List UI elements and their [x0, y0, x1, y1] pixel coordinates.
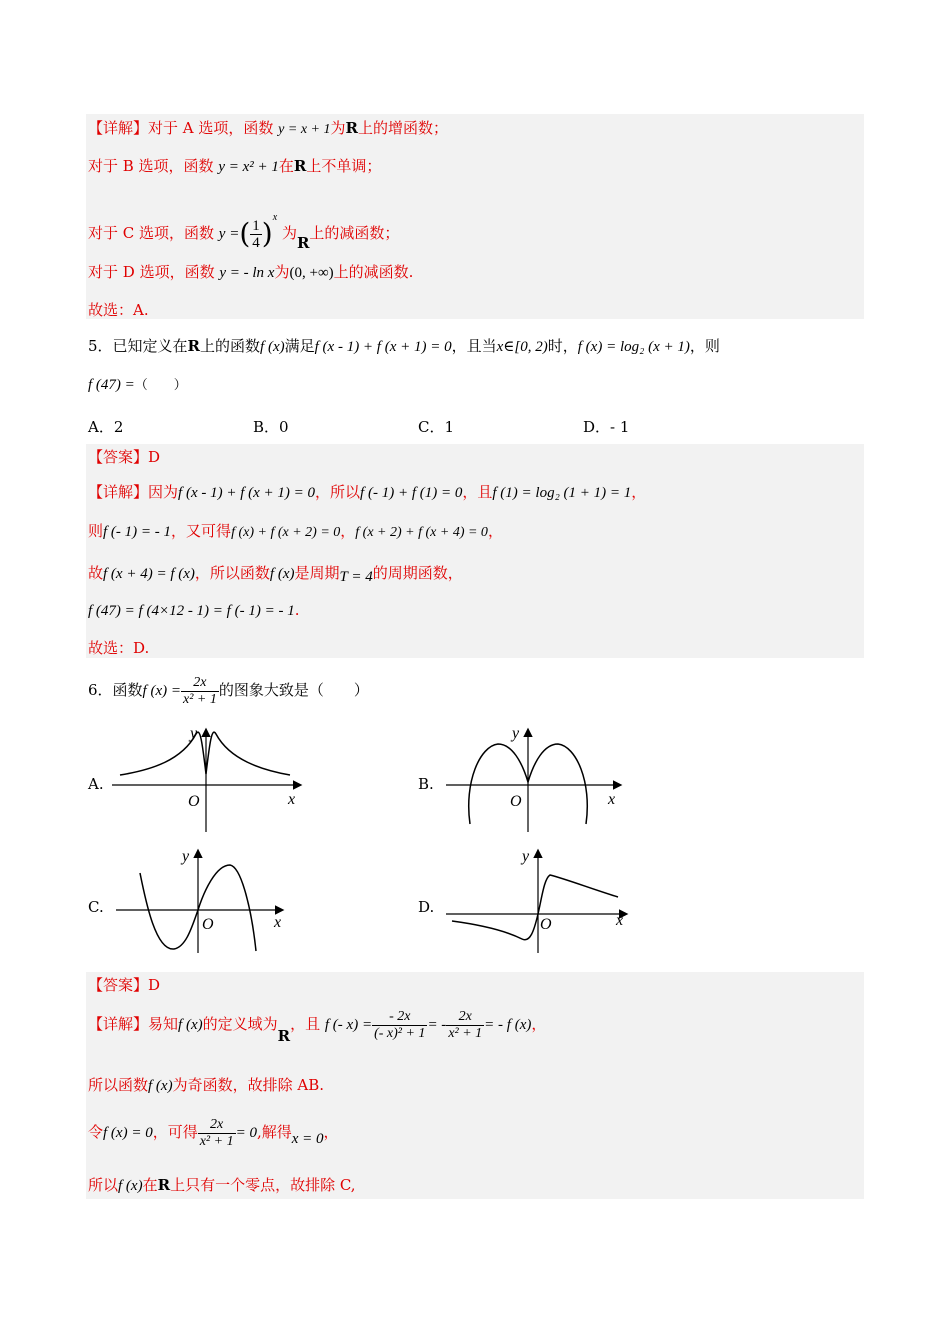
q5-option-a[interactable]: A．2 — [88, 418, 124, 436]
curve — [452, 875, 618, 940]
q5-stem-line-1: 5．已知定义在R上的函数f (x)满足f (x - 1) + f (x + 1) = 0，且当x∈[0, 2)时，f (x) = log₂ (x + 1)，则 — [88, 337, 720, 355]
q6-detail-line-3: 令f (x) = 0，可得 $\frac{2x}{\text{x² + 1}}$ = 0,解得x = 0， — [88, 1116, 339, 1149]
graph-option-a[interactable] — [112, 722, 312, 834]
q5-option-b[interactable]: B．0 — [253, 418, 289, 436]
curve — [120, 732, 290, 775]
q6-detail-line-4: 所以f (x)在R上只有一个零点，故排除 C, — [88, 1176, 356, 1194]
q4-detail-line-3: 对于 C 选项，函数 y =( $\frac{1}{4}$ )$^x$ 为R上的减函数； — [88, 212, 400, 252]
x-label: x — [608, 791, 616, 808]
origin-label: O — [510, 793, 522, 810]
q5-conclusion: 故选：D. — [88, 639, 150, 657]
q4-conclusion: 故选：A. — [88, 301, 149, 319]
fraction-neg: $\frac{- 2x}{\text{(- x)² + 1}}$ — [374, 1008, 426, 1041]
x-label: x — [274, 914, 282, 931]
q5-detail-line-4: f (47) = f (4×12 - 1) = f (- 1) = - 1. — [88, 601, 300, 619]
q5-answer: 【答案】D — [88, 448, 161, 466]
q5-detail-line-2: 则f (- 1) = - 1，又可得f (x) + f (x + 2) = 0，f (x + 2) + f (x + 4) = 0， — [88, 522, 503, 540]
q6-fraction: $\frac{2x}{\text{x² + 1}}$ — [182, 674, 217, 707]
graph-option-b[interactable] — [442, 722, 642, 834]
y-label: y — [522, 848, 530, 865]
q6-option-d-label[interactable]: D. — [418, 898, 435, 916]
q6-answer: 【答案】D — [88, 976, 161, 994]
q5-option-c[interactable]: C．1 — [418, 418, 455, 436]
graph-option-c[interactable] — [112, 843, 312, 955]
q6-stem: 6．函数f (x) = $\frac{2x}{\text{x² + 1}}$ 的图象大致是（ ） — [88, 674, 369, 707]
y-label: y — [190, 725, 198, 742]
fraction-pos: $\frac{2x}{\text{x² + 1}}$ — [448, 1008, 483, 1041]
origin-label: O — [202, 916, 214, 933]
q4-detail-line-2: 对于 B 选项，函数 y = x² + 1在R上不单调； — [88, 157, 382, 175]
q6-option-c-label[interactable]: C. — [88, 898, 104, 916]
graph-option-d[interactable] — [442, 843, 642, 955]
y-label: y — [182, 848, 190, 865]
x-label: x — [288, 791, 296, 808]
explanation-block-q5 — [86, 444, 864, 658]
x-label: x — [616, 912, 624, 929]
q4-detail-line-4: 对于 D 选项，函数 y = - ln x为(0, +∞)上的减函数. — [88, 263, 414, 281]
q6-detail-line-2: 所以函数f (x)为奇函数，故排除 AB. — [88, 1076, 324, 1094]
origin-label: O — [540, 916, 552, 933]
q5-stem-line-2: f (47) =（ ） — [88, 377, 187, 393]
q4-detail-line-1: 【详解】对于 A 选项，函数 y = x + 1为R上的增函数； — [88, 119, 448, 137]
fraction-zero: $\frac{2x}{\text{x² + 1}}$ — [199, 1116, 234, 1149]
y-label: y — [512, 725, 520, 742]
q6-option-b-label[interactable]: B. — [418, 775, 434, 793]
q6-detail-line-1: 【详解】易知f (x)的定义域为R，且 f (- x) = $\frac{- 2x}{\text{(- x)² + 1}}$ = - $\frac{2x}{\text{x² + 1}}$ = - f (x)， — [88, 1008, 547, 1045]
origin-label: O — [188, 793, 200, 810]
q5-detail-line-3: 故f (x + 4) = f (x)，所以函数f (x)是周期T = 4的周期函数， — [88, 564, 463, 585]
one-quarter-fraction: $\frac{1}{4}$ — [252, 217, 260, 251]
q5-detail-line-1: 【详解】因为f (x - 1) + f (x + 1) = 0，所以f (- 1) + f (1) = 0，且f (1) = log₂ (1 + 1) = 1， — [88, 483, 647, 501]
q6-option-a-label[interactable]: A. — [88, 775, 104, 793]
q5-option-d[interactable]: D．- 1 — [583, 418, 630, 436]
